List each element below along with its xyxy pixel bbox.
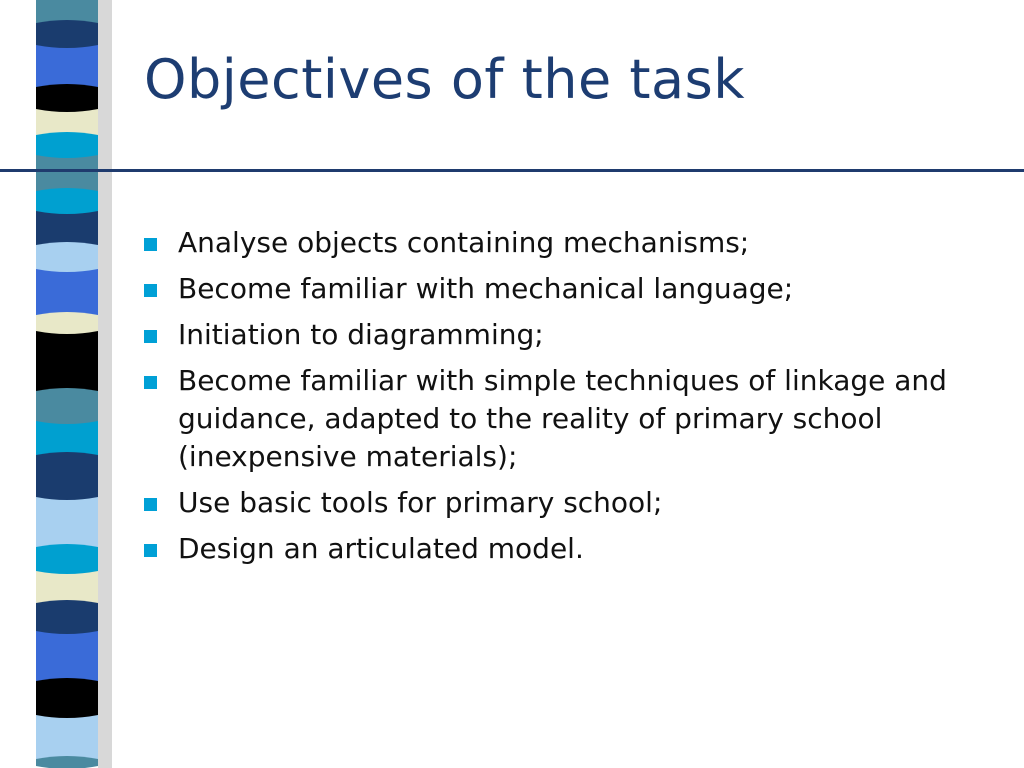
- square-bullet-icon: [144, 498, 157, 511]
- stripe-band: [36, 715, 98, 760]
- square-bullet-icon: [144, 544, 157, 557]
- stripe-band: [36, 421, 98, 456]
- stripe-band: [36, 84, 98, 113]
- list-item: [140, 530, 1000, 568]
- decorative-side-stripe: [0, 0, 120, 768]
- stripe-band: [36, 132, 98, 159]
- square-bullet-icon: [144, 284, 157, 297]
- list-item: [140, 316, 1000, 354]
- stripe-band: [36, 188, 98, 215]
- bullet-text: Use basic tools for primary school;: [178, 486, 663, 519]
- bullet-text: Initiation to diagramming;: [178, 318, 544, 351]
- stripe-band: [36, 109, 98, 136]
- square-bullet-icon: [144, 238, 157, 251]
- slide-title: Objectives of the task: [144, 48, 746, 111]
- stripe-band: [36, 242, 98, 273]
- stripe-band: [36, 678, 98, 719]
- list-item: [140, 362, 1000, 476]
- stripe-band: [36, 155, 98, 192]
- bullet-text: Become familiar with mechanical language;: [178, 272, 794, 305]
- bullet-text: Design an articulated model.: [178, 532, 584, 565]
- square-bullet-icon: [144, 376, 157, 389]
- stripe-band: [36, 600, 98, 635]
- stripe-band: [36, 312, 98, 335]
- stripe-band: [36, 388, 98, 425]
- stripe-band: [36, 544, 98, 575]
- bullet-text: Analyse objects containing mechanisms;: [178, 226, 750, 259]
- square-bullet-icon: [144, 330, 157, 343]
- stripe-band: [36, 756, 98, 768]
- title-divider: [0, 169, 1024, 172]
- stripe-band: [36, 497, 98, 548]
- objectives-list: [140, 224, 1000, 576]
- list-item: [140, 224, 1000, 262]
- stripe-band: [36, 269, 98, 316]
- list-item: [140, 484, 1000, 522]
- stripe-band: [36, 571, 98, 604]
- stripe-band: [36, 452, 98, 501]
- stripe-band: [36, 45, 98, 88]
- stripe-band: [36, 20, 98, 49]
- bullet-text: Become familiar with simple techniques of linkage and guidance, adapted to the reality of primary school (inexpensive materials);: [178, 364, 947, 473]
- stripe-band: [36, 631, 98, 682]
- stripe-band: [36, 211, 98, 246]
- stripe-shadow: [98, 0, 112, 768]
- stripe-band: [36, 331, 98, 392]
- list-item: [140, 270, 1000, 308]
